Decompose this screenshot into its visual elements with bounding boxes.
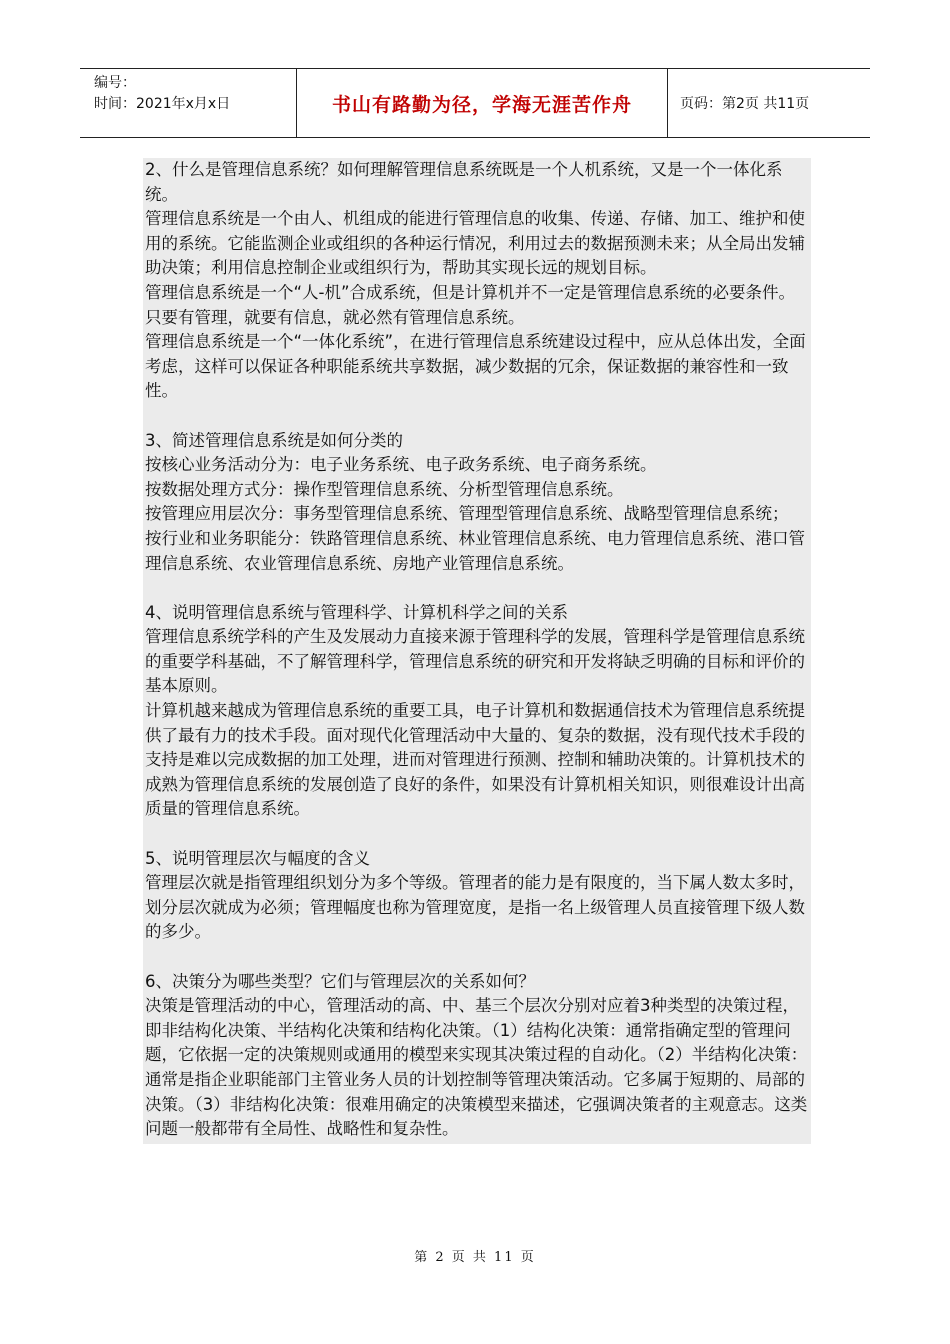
- section-spacer: [145, 822, 809, 847]
- section-title: 6、决策分为哪些类型？它们与管理层次的关系如何？: [145, 971, 535, 991]
- section-q6: [145, 970, 809, 1142]
- paragraph: 决策是管理活动的中心，管理活动的高、中、基三个层次分别对应着3种类型的决策过程，即非结构化决策、半结构化决策和结构化决策。（1）结构化决策：通常指确定型的管理问题，它依据一定的决策规则或通用的模型来实现其决策过程的自动化。（2）半结构化决策：通常是指企业职能部门主管业务人员的计划控制等管理决策活动。它多属于短期的、局部的决策。（3）非结构化决策：很难用确定的决策模型来描述，它强调决策者的主观意志。这类问题一般都带有全局性、战略性和复杂性。: [145, 996, 808, 1139]
- paragraph: 管理信息系统是一个由人、机组成的能进行管理信息的收集、传递、存储、加工、维护和使用的系统。它能监测企业或组织的各种运行情况，利用过去的数据预测未来；从全局出发辅助决策；利用信息控制企业或组织行为，帮助其实现长远的规划目标。: [145, 209, 805, 278]
- section-title: 4、说明管理信息系统与管理科学、计算机科学之间的关系: [145, 602, 568, 622]
- paragraph: 按管理应用层次分：事务型管理信息系统、管理型管理信息系统、战略型管理信息系统；: [145, 504, 789, 524]
- paragraph: 计算机越来越成为管理信息系统的重要工具，电子计算机和数据通信技术为管理信息系统提供了最有力的技术手段。面对现代化管理活动中大量的、复杂的数据，没有现代技术手段的支持是难以完成数据的加工处理，进而对管理进行预测、控制和辅助决策的。计算机技术的成熟为管理信息系统的发展创造了良好的条件，如果没有计算机相关知识，则很难设计出高质量的管理信息系统。: [145, 701, 805, 819]
- section-title: 2、什么是管理信息系统？如何理解管理信息系统既是一个人机系统，又是一个一体化系统。: [145, 160, 783, 204]
- paragraph: 管理信息系统是一个“一体化系统”，在进行管理信息系统建设过程中，应从总体出发，全面考虑，这样可以保证各种职能系统共享数据，减少数据的冗余，保证数据的兼容性和一致性。: [145, 332, 806, 401]
- section-title: 5、说明管理层次与幅度的含义: [145, 848, 370, 868]
- header-meta: [80, 69, 296, 137]
- page-header: [80, 68, 870, 138]
- header-motto: 书山有路勤为径，学海无涯苦作舟: [296, 69, 668, 137]
- section-q5: [145, 847, 809, 945]
- paragraph: 按行业和业务职能分：铁路管理信息系统、林业管理信息系统、电力管理信息系统、港口管理信息系统、农业管理信息系统、房地产业管理信息系统。: [145, 528, 805, 573]
- document-body: [143, 158, 811, 1144]
- paragraph: 管理信息系统学科的产生及发展动力直接来源于管理科学的发展，管理科学是管理信息系统的重要学科基础，不了解管理科学，管理信息系统的研究和开发将缺乏明确的目标和评价的基本原则。: [145, 627, 805, 696]
- section-spacer: [145, 404, 809, 429]
- document-date: 时间：2021年x月x日: [94, 96, 231, 112]
- paragraph: 管理信息系统是一个“人-机”合成系统，但是计算机并不一定是管理信息系统的必要条件。只要有管理，就要有信息，就必然有管理信息系统。: [145, 282, 796, 327]
- section-q2: [145, 158, 809, 404]
- section-spacer: [145, 576, 809, 601]
- paragraph: 按数据处理方式分：操作型管理信息系统、分析型管理信息系统。: [145, 479, 624, 499]
- header-page-info: 页码：第2页 共11页: [680, 96, 810, 112]
- section-q4: [145, 601, 809, 822]
- paragraph: 按核心业务活动分为：电子业务系统、电子政务系统、电子商务系统。: [145, 455, 657, 475]
- section-title: 3、简述管理信息系统是如何分类的: [145, 430, 403, 450]
- page-footer: 第 2 页 共 11 页: [414, 1250, 536, 1265]
- paragraph: 管理层次就是指管理组织划分为多个等级。管理者的能力是有限度的，当下属人数太多时，划分层次就成为必须；管理幅度也称为管理宽度，是指一名上级管理人员直接管理下级人数的多少。: [145, 873, 805, 942]
- section-spacer: [145, 945, 809, 970]
- section-q3: [145, 429, 809, 577]
- document-number-label: 编号：: [94, 75, 136, 91]
